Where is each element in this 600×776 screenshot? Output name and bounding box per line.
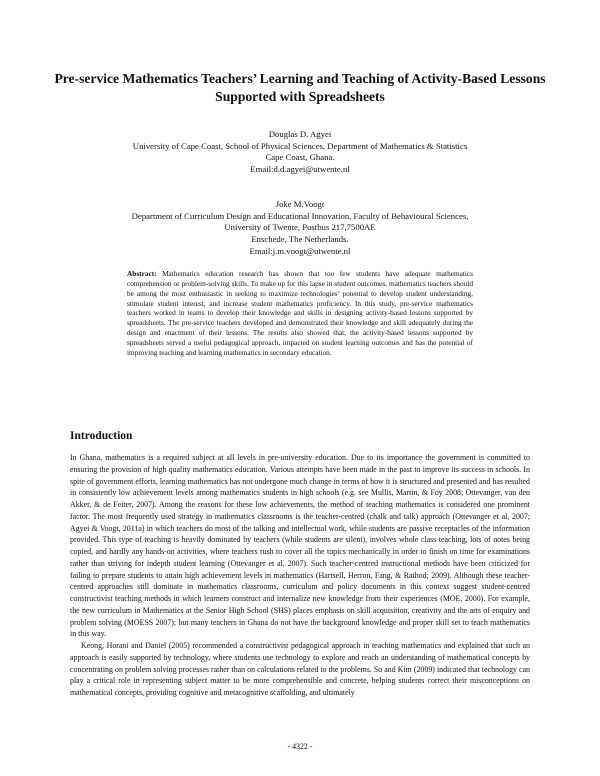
section-body xyxy=(70,452,530,699)
body-paragraph: In Ghana, mathematics is a required subject at all levels in pre-university education. Due to its importance the government is committed to ensuring the provision of high quality mathematics education. Various attempts have been made in the past to improve its success in schools. In spite of government efforts, learning mathematics has not undergone much change in terms of how it is structured and presented and has resulted in consistently low achievement levels among mathematics students in high schools (e.g. see Mullis, Martin, & Foy 2008; Ottevanger, van den Akker, & de Feiter, 2007). Among the reasons for these low achievements, the method of teaching mathematics is considered one prominent factor. The most frequently used strategy in mathematics classrooms is the teacher-centred (chalk and talk) approach (Ottevanger et al, 2007; Agyei & Voogt, 2011a) in which teachers do most of the talking and intellectual work, while students are passive receptacles of the information provided. This type of teaching is heavily dominated by teachers (while students are silent), involves whole class teaching, lots of notes being copied, and hardly any hands-on activities, where teachers rush to cover all the topics mechanically in order to finish on time for examinations rather than striving for indepth student learning (Ottevanger et al, 2007). Such teacher-centred instructional methods have been criticized for failing to prepare students to attain high achievement levels in mathematics (Hartsell, Herron, Fang, & Rathod; 2009). Although these teacher-centred approaches still dominate in mathematics classrooms, curriculum and policy documents in this context suggest student-centred constructivist teaching methods in which learners construct and internalize new knowledge from their experiences (MOE, 2000). For example, the new curriculum in Mathematics at the Senior High School (SHS) places emphasis on skill acquisition, creativity and the arts of enquiry and problem solving (MOESS 2007); but many teachers in Ghana do not have the background knowledge and proper skill set to teach mathematics in this way. xyxy=(70,453,530,639)
author-block-2 xyxy=(40,199,560,258)
author-affiliation: University of Cape Coast, School of Physical Sciences, Department of Mathematics & Statistics xyxy=(132,140,468,151)
author-email: Email:d.d.agyei@utwente.nl xyxy=(250,164,350,175)
author-block-1 xyxy=(40,129,560,176)
author-affiliation: Enschede, The Netherlands. xyxy=(251,234,349,245)
section-heading: Introduction xyxy=(70,430,133,442)
page-number: - 4322 - xyxy=(287,742,313,751)
author-affiliation: Department of Curriculum Design and Educational Innovation, Faculty of Behavioural Sciences, xyxy=(131,210,469,221)
paper-title: Pre-service Mathematics Teachers’ Learning and Teaching of Activity-Based Lessons Supported with Spreadsheets xyxy=(54,71,546,104)
author-name: Joke M.Voogt xyxy=(275,199,325,209)
author-name: Douglas D. Agyei xyxy=(268,129,332,139)
author-affiliation: University of Twente, Postbus 217,7500AE xyxy=(224,222,376,233)
abstract-text: Mathematics education research has shown that too few students have adequate mathematics comprehension or problem-solving skills. To make up for this lapse in student outcomes, mathematics teachers should be among the most enthusiastic in seeking to maximize technologies’ potential to develop student understanding, stimulate student interest, and increase student mathematics proficiency. In this study, pre-service mathematics teachers worked in teams to develop their knowledge and skills in designing activity-based lessons supported by spreadsheets. The pre-service teachers developed and demonstrated their knowledge and skill adequately during the design and enactment of their lessons. The results also showed that, the activity-based lessons supported by spreadsheets served a useful pedagogical approach, impacted on student learning outcomes and has the potential of improving teaching and learning mathematics in secondary education. xyxy=(127,269,473,357)
abstract xyxy=(127,269,473,358)
abstract-label: Abstract: xyxy=(127,269,157,278)
author-email: Email:j.m.voogt@utwente.nl xyxy=(249,245,351,256)
author-affiliation: Cape Coast, Ghana. xyxy=(265,152,335,163)
body-paragraph: Keong, Horani and Daniel (2005) recommended a constructivist pedagogical approach in teaching mathematics and explained that such an approach is easily supported by technology, where students use technology to explore and reach an understanding of mathematical concepts by concentrating on problem solving processes rather than on calculations related to the problems. So and Kim (2009) indicated that technology can play a critical role in representing subject matter to be more comprehensible and concrete, helping students correct their misconceptions on mathematical concepts, providing cognitive and metacognitive scaffolding, and ultimately xyxy=(70,641,530,697)
